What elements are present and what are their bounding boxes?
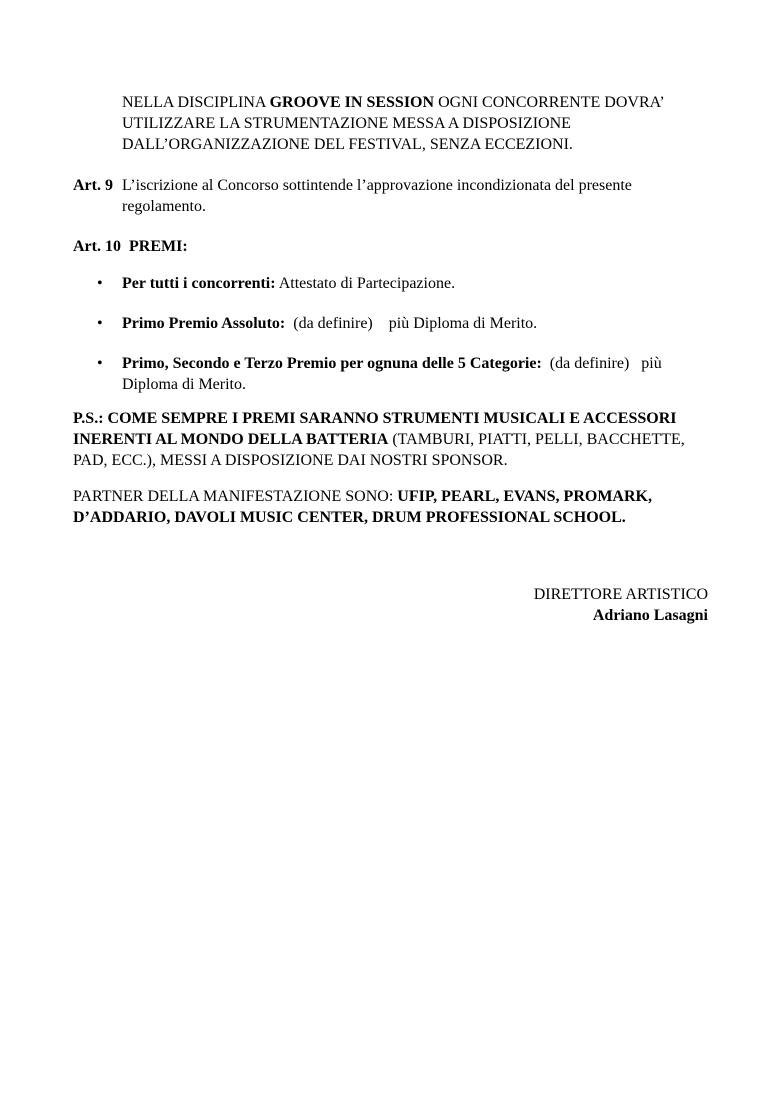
partner-sponsor-names: UFIP, PEARL, EVANS, PROMARK, bbox=[397, 488, 652, 505]
prize-bullet-list bbox=[97, 273, 708, 395]
ps-line-1 bbox=[73, 408, 708, 429]
partner-line-1 bbox=[73, 486, 708, 507]
bullet-marker-icon: • bbox=[97, 315, 103, 332]
intro-line-3: DALL’ORGANIZZAZIONE DEL FESTIVAL, SENZA ECCEZIONI. bbox=[122, 136, 573, 153]
signature-role: DIRETTORE ARTISTICO bbox=[533, 586, 708, 603]
partner-normal-text: PARTNER DELLA MANIFESTAZIONE SONO: bbox=[73, 488, 398, 505]
ps-bold-text: INERENTI AL MONDO DELLA BATTERIA bbox=[73, 431, 389, 448]
bullet-bold-text: Primo Premio Assoluto: bbox=[122, 315, 286, 332]
article-9 bbox=[73, 175, 708, 217]
bullet-line-2: Diploma di Merito. bbox=[122, 376, 246, 393]
intro-text: OGNI CONCORRENTE DOVRA’ bbox=[434, 94, 665, 111]
bullet-item-all-contestants bbox=[97, 273, 708, 294]
bullet-item-first-prize bbox=[97, 313, 708, 334]
bullet-marker-icon: • bbox=[97, 275, 103, 292]
article-10-heading: Art. 10 PREMI: bbox=[73, 238, 188, 255]
bullet-line bbox=[122, 313, 708, 334]
ps-bold-text: P.S.: COME SEMPRE I PREMI SARANNO STRUMENTI MUSICALI E ACCESSORI bbox=[73, 410, 677, 427]
ps-line-3: PAD, ECC.), MESSI A DISPOSIZIONE DAI NOSTRI SPONSOR. bbox=[73, 452, 508, 469]
signature-block bbox=[73, 584, 708, 626]
ps-line-2 bbox=[73, 429, 708, 450]
intro-line-1 bbox=[122, 92, 708, 113]
intro-discipline-name: GROOVE IN SESSION bbox=[269, 94, 435, 111]
bullet-marker-icon: • bbox=[97, 355, 103, 372]
bullet-line bbox=[122, 273, 708, 294]
bullet-normal-text: (da definire) più Diploma di Merito. bbox=[285, 315, 538, 332]
article-9-line-1: L’iscrizione al Concorso sottintende l’approvazione incondizionata del presente bbox=[122, 177, 632, 194]
ps-normal-text: (TAMBURI, PIATTI, PELLI, BACCHETTE, bbox=[388, 431, 685, 448]
partner-line-2: D’ADDARIO, DAVOLI MUSIC CENTER, DRUM PROFESSIONAL SCHOOL. bbox=[73, 509, 626, 526]
bullet-line bbox=[122, 353, 708, 374]
bullet-item-category-prizes bbox=[97, 353, 708, 395]
partner-paragraph bbox=[73, 486, 708, 528]
article-9-label: Art. 9 bbox=[73, 177, 113, 194]
ps-paragraph bbox=[73, 408, 708, 471]
bullet-bold-text: Primo, Secondo e Terzo Premio per ognuna delle 5 Categorie: bbox=[122, 355, 542, 372]
intro-paragraph bbox=[122, 92, 708, 155]
bullet-normal-text: (da definire) più bbox=[541, 355, 662, 372]
article-9-body bbox=[122, 175, 708, 217]
intro-text: NELLA DISCIPLINA bbox=[122, 94, 270, 111]
signature-name: Adriano Lasagni bbox=[592, 607, 708, 624]
intro-line-2: UTILIZZARE LA STRUMENTAZIONE MESSA A DISPOSIZIONE bbox=[122, 115, 571, 132]
bullet-normal-text: Attestato di Partecipazione. bbox=[275, 275, 456, 292]
article-9-line-2: regolamento. bbox=[122, 198, 206, 215]
bullet-bold-text: Per tutti i concorrenti: bbox=[122, 275, 276, 292]
